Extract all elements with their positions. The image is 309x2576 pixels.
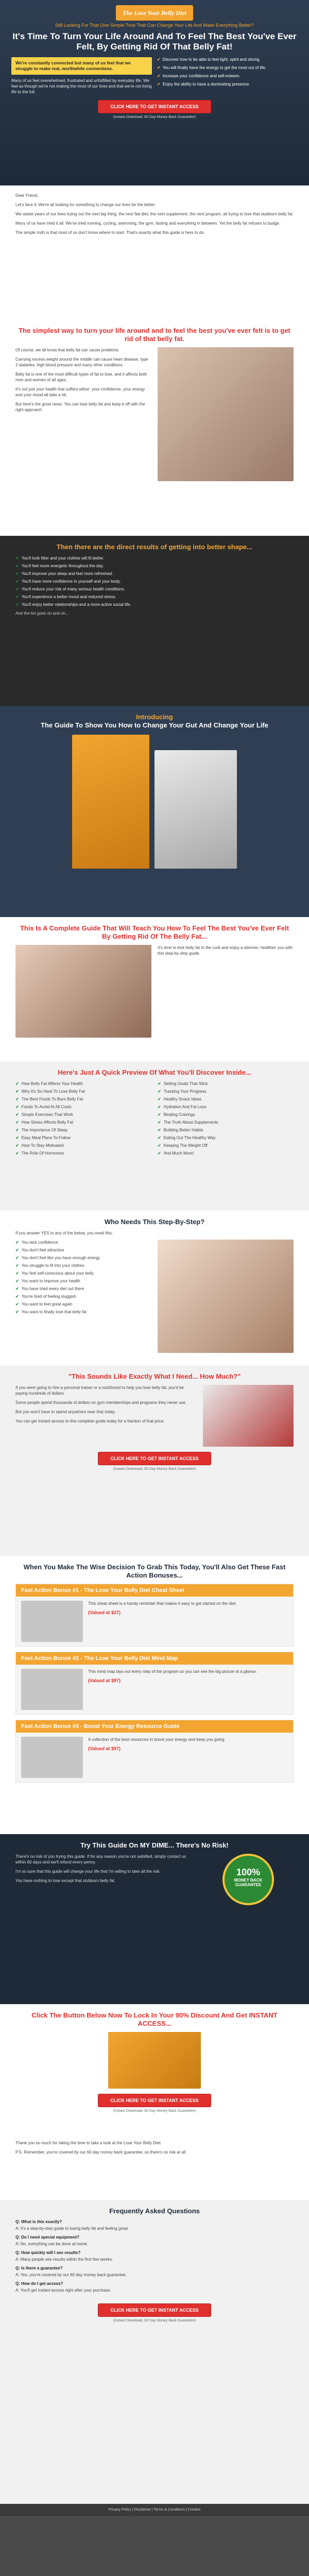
- preview-item: ✔ The Role Of Hormones: [15, 1151, 64, 1156]
- who-item: ✔ You lack confidence: [15, 1240, 58, 1245]
- bonus-body: A collection of the best resources to boost your energy and keep you going.: [88, 1737, 226, 1742]
- who-item: ✔ You struggle to fit into your clothes: [15, 1263, 84, 1268]
- check-icon: ✔: [15, 1294, 19, 1299]
- preview-item: ✔ Eating Out The Healthy Way: [158, 1136, 216, 1140]
- check-icon: ✔: [158, 1136, 161, 1140]
- buy-section: [0, 2004, 309, 2133]
- footer-links[interactable]: Privacy Policy | Disclaimer | Terms & Conditions | Contact: [108, 2508, 201, 2512]
- who-item: ✔ You don't feel like you have enough energy: [15, 1256, 100, 1260]
- check-icon: ✔: [158, 1105, 161, 1109]
- benefits-outro: And the list goes on and on...: [15, 611, 69, 616]
- check-icon: ✔: [157, 57, 161, 62]
- preview-list-right: [158, 1081, 294, 1158]
- benefit-item: ✔ You'll have more confidence in yourself and your body.: [15, 579, 121, 584]
- faq-question: Q: How do I get access?: [15, 2281, 63, 2286]
- simplest-para: Of course, we all know that belly fat can cause problems.: [15, 348, 119, 352]
- greeting: Dear Friend,: [15, 193, 39, 198]
- preview-item: ✔ How To Stay Motivated: [15, 1143, 64, 1148]
- intro-para: The simple truth is that most of us don't know where to start. That's exactly what this guide is here to do.: [15, 230, 205, 235]
- introducing-label: Introducing: [136, 713, 173, 721]
- preview-title: Here's Just A Quick Preview Of What You'll Discover Inside...: [58, 1069, 251, 1076]
- guarantee-badge: 100% MONEY BACK GUARANTEE: [222, 1854, 274, 1905]
- hero-text: Many of us feel overwhelmed, frustrated and unfulfilled by everyday life. We feel as though we're not making the most of our lives and that we're not living life to the full.: [11, 78, 152, 94]
- hero-callout: We're constantly connected but many of us feel that we struggle to make real, worthwhile connections.: [11, 57, 152, 75]
- check-icon: ✔: [15, 1089, 19, 1094]
- check-icon: ✔: [157, 82, 161, 87]
- bonus-card: [15, 1584, 294, 1647]
- preview-item: ✔ Foods To Avoid At All Costs: [15, 1105, 72, 1109]
- faq-answer: A: You'll get instant access right after your purchase.: [15, 2288, 111, 2293]
- check-icon: ✔: [15, 1097, 19, 1101]
- check-icon: ✔: [158, 1120, 161, 1125]
- bonus-card: [15, 1652, 294, 1715]
- bonus-body: This cheat sheet is a handy reminder that makes it easy to get started on the diet.: [88, 1601, 237, 1606]
- simplest-para: Carrying excess weight around the middle can cause heart disease, type 2 diabetes, high blood pressure and many other conditions.: [15, 357, 148, 367]
- product-ebook-image: [154, 750, 237, 869]
- bonus-value: (Valued at $27): [88, 1610, 121, 1615]
- who-item: ✔ You want to finally lose that belly fat: [15, 1310, 87, 1314]
- check-icon: ✔: [158, 1151, 161, 1156]
- intro-para: Let's face it: We're all looking for something to change our lives for the better.: [15, 202, 156, 207]
- check-icon: ✔: [15, 1105, 19, 1109]
- who-lead: If you answer YES to any of the below, you need this:: [15, 1231, 113, 1235]
- simplest-para: But here's the good news: You can lose belly fat and keep it off with the right approach.: [15, 402, 145, 412]
- ps-para: P.S. Remember, you're covered by our 60 day money back guarantee, so there's no risk at all.: [15, 2150, 187, 2155]
- footer: [0, 2504, 309, 2516]
- bonuses-section: [0, 1556, 309, 1834]
- check-icon: ✔: [158, 1143, 161, 1148]
- hero-subtitle: Still Looking For That One Simple Trick That Can Change Your Life And Make Everything Better?: [55, 23, 254, 28]
- hero-check: ✔ You will finally have the energy to get the most out of life.: [157, 65, 266, 70]
- preview-list-left: [15, 1081, 151, 1158]
- check-icon: ✔: [15, 1302, 19, 1307]
- check-icon: ✔: [15, 1112, 19, 1117]
- preview-item: ✔ And Much More!: [158, 1151, 194, 1156]
- check-icon: ✔: [15, 556, 19, 561]
- woman-jeans-photo: [158, 1240, 294, 1353]
- hero-section: [0, 0, 309, 185]
- benefit-item: ✔ You'll look fitter and your clothes will fit better.: [15, 556, 105, 561]
- faq-cta-button[interactable]: CLICK HERE TO GET INSTANT ACCESS: [98, 2303, 211, 2317]
- introducing-title: The Guide To Show You How to Change Your Gut And Change Your Life: [41, 721, 268, 729]
- faq-title: Frequently Asked Questions: [109, 2207, 200, 2215]
- preview-item: ✔ Hydration And Fat Loss: [158, 1105, 207, 1109]
- preview-item: ✔ How Stress Affects Belly Fat: [15, 1120, 74, 1125]
- preview-item: ✔ Why It's So Hard To Lose Belly Fat: [15, 1089, 85, 1094]
- check-icon: ✔: [15, 1248, 19, 1252]
- woman-photo: [158, 347, 294, 481]
- faq-section: [0, 2200, 309, 2504]
- faq-answer: A: Many people see results within the first few weeks.: [15, 2257, 113, 2262]
- check-icon: ✔: [15, 1256, 19, 1260]
- bonus-heading: Fast Action Bonus #2 - The Lose Your Belly Diet Mind Map: [16, 1652, 293, 1665]
- preview-item: ✔ The Importance Of Sleep: [15, 1128, 68, 1132]
- bonus-heading: Fast Action Bonus #3 - Boost Your Energy Resource Guide: [16, 1720, 293, 1733]
- who-section: [0, 1211, 309, 1365]
- who-title: Who Needs This Step-By-Step?: [104, 1218, 205, 1226]
- price-para: You can get instant access to this complete guide today for a fraction of that price.: [15, 1419, 165, 1423]
- shopping-cart-image: [203, 1385, 294, 1447]
- check-icon: ✔: [158, 1089, 161, 1094]
- preview-item: ✔ How Belly Fat Affects Your Health: [15, 1081, 83, 1086]
- who-item: ✔ You don't feel attractive: [15, 1248, 64, 1252]
- who-list: [15, 1240, 151, 1353]
- preview-item: ✔ Keeping The Weight Off: [158, 1143, 208, 1148]
- check-icon: ✔: [15, 1271, 19, 1276]
- price-title: "This Sounds Like Exactly What I Need... How Much?": [68, 1372, 241, 1380]
- check-icon: ✔: [157, 74, 161, 78]
- who-item: ✔ You want to improve your health: [15, 1279, 80, 1283]
- check-icon: ✔: [15, 1120, 19, 1125]
- price-para: Some people spend thousands of dollars on gym memberships and programs they never use.: [15, 1400, 187, 1405]
- bonus-value: (Valued at $97): [88, 1746, 121, 1751]
- preview-item: ✔ Setting Goals That Stick: [158, 1081, 208, 1086]
- simplest-para: Belly fat is one of the most difficult types of fat to lose, and it affects both men and women of all ages.: [15, 372, 147, 382]
- preview-item: ✔ Healthy Snack Ideas: [158, 1097, 202, 1101]
- check-icon: ✔: [15, 564, 19, 568]
- check-icon: ✔: [15, 1279, 19, 1283]
- faq-question: Q: Do I need special equipment?: [15, 2235, 80, 2240]
- risk-para: You have nothing to lose except that stubborn belly fat.: [15, 1878, 116, 1883]
- faq-answer: A: No, everything can be done at home.: [15, 2242, 88, 2246]
- price-cta-note: (Instant Download, 60 Day Money Back Guarantee): [113, 1467, 196, 1471]
- faq-question: Q: What is this exactly?: [15, 2219, 62, 2224]
- preview-item: ✔ The Truth About Supplements: [158, 1120, 218, 1125]
- bonus-card: [15, 1720, 294, 1783]
- who-item: ✔ You feel self-conscious about your belly: [15, 1271, 94, 1276]
- check-icon: ✔: [15, 595, 19, 599]
- simplest-section: [0, 319, 309, 536]
- bonus-image: [21, 1601, 83, 1642]
- bonus-image: [21, 1737, 83, 1778]
- benefits-title: Then there are the direct results of getting into better shape...: [57, 543, 252, 551]
- buy-title: Click The Button Below Now To Lock In Your 90% Discount And Get INSTANT ACCESS...: [31, 2011, 278, 2027]
- ps-section: [0, 2133, 309, 2200]
- introducing-section: [0, 706, 309, 917]
- preview-item: ✔ Tracking Your Progress: [158, 1089, 207, 1094]
- check-icon: ✔: [15, 1286, 19, 1291]
- who-item: ✔ You're tired of feeling sluggish: [15, 1294, 76, 1299]
- check-icon: ✔: [158, 1097, 161, 1101]
- benefit-item: ✔ You'll improve your sleep and feel more refreshed.: [15, 571, 113, 576]
- complete-title: This Is A Complete Guide That Will Teach You How To Feel The Best You've Ever Felt By Getting Rid Of The Belly Fat...: [20, 924, 289, 940]
- preview-item: ✔ Easy Meal Plans To Follow: [15, 1136, 71, 1140]
- faq-question: Q: Is there a guarantee?: [15, 2266, 63, 2270]
- preview-item: ✔ The Best Foods To Burn Belly Fat: [15, 1097, 83, 1101]
- hero-heading: It's Time To Turn Your Life Around And To Feel The Best You've Ever Felt, By Getting Rid Of That Belly Fat!: [12, 31, 297, 52]
- buy-cta-note: (Instant Download, 60 Day Money Back Guarantee): [113, 2109, 196, 2113]
- bonus-value: (Valued at $97): [88, 1678, 121, 1683]
- bonus-heading: Fast Action Bonus #1 - The Lose Your Belly Diet Cheat Sheet: [16, 1584, 293, 1597]
- benefit-item: ✔ You'll experience a better mood and reduced stress.: [15, 595, 116, 599]
- benefits-section: [0, 536, 309, 706]
- risk-title: Try This Guide On MY DIME... There's No Risk!: [80, 1841, 229, 1849]
- check-icon: ✔: [15, 571, 19, 576]
- benefit-item: ✔ You'll feel more energetic throughout the day.: [15, 564, 104, 568]
- price-para: But you won't have to spend anywhere near that today.: [15, 1410, 116, 1414]
- check-icon: ✔: [15, 602, 19, 607]
- check-icon: ✔: [158, 1112, 161, 1117]
- preview-item: ✔ Building Better Habits: [158, 1128, 203, 1132]
- faq-answer: A: Yes, you're covered by our 60 day money back guarantee.: [15, 2273, 127, 2277]
- simplest-title: The simplest way to turn your life around and to feel the best you've ever felt is to get rid of that belly fat.: [19, 327, 290, 343]
- risk-para: There's no risk of you trying this guide. If for any reason you're not satisfied, simply contact us within 60 days and we'll refund every penny.: [15, 1854, 186, 1865]
- check-icon: ✔: [15, 1081, 19, 1086]
- product-box-image: [72, 735, 149, 869]
- risk-para: I'm so sure that this guide will change your life that I'm willing to take all the risk.: [15, 1869, 161, 1874]
- ps-para: Thank you so much for taking the time to take a look at the Lose Your Belly Diet.: [15, 2141, 162, 2145]
- simplest-para: It's not just your health that suffers either: your confidence, your energy and your mood all take a hit.: [15, 387, 145, 397]
- hero-check: ✔ Enjoy the ability to have a dominating presence.: [157, 82, 250, 87]
- hero-cta-button[interactable]: CLICK HERE TO GET INSTANT ACCESS: [98, 100, 211, 113]
- check-icon: ✔: [15, 579, 19, 584]
- check-icon: ✔: [158, 1081, 161, 1086]
- preview-item: ✔ Beating Cravings: [158, 1112, 195, 1117]
- bonus-body: This mind map lays out every step of the program so you can see the big picture at a glance.: [88, 1669, 257, 1674]
- check-icon: ✔: [15, 587, 19, 591]
- price-cta-button[interactable]: CLICK HERE TO GET INSTANT ACCESS: [98, 1452, 211, 1465]
- check-icon: ✔: [158, 1128, 161, 1132]
- check-icon: ✔: [15, 1240, 19, 1245]
- risk-section: [0, 1834, 309, 2004]
- hero-check: ✔ Increase your confidence and self-esteem.: [157, 74, 241, 78]
- benefit-item: ✔ You'll enjoy better relationships and a more active social life.: [15, 602, 131, 607]
- logo: The Lose Your Belly Diet: [116, 5, 193, 21]
- faq-question: Q: How quickly will I see results?: [15, 2250, 81, 2255]
- price-section: [0, 1365, 309, 1556]
- complete-section: [0, 917, 309, 1061]
- faq-cta-note: (Instant Download, 60 Day Money Back Guarantee): [113, 2319, 196, 2323]
- check-icon: ✔: [15, 1136, 19, 1140]
- check-icon: ✔: [15, 1143, 19, 1148]
- product-bundle-image: [108, 2032, 201, 2089]
- bonus-image: [21, 1669, 83, 1710]
- hero-check: ✔ Discover how to be able to feel light, spirit and strong.: [157, 57, 261, 62]
- benefit-item: ✔ You'll reduce your risk of many serious health conditions.: [15, 587, 125, 591]
- measuring-photo: [15, 945, 151, 1038]
- buy-cta-button[interactable]: CLICK HERE TO GET INSTANT ACCESS: [98, 2094, 211, 2107]
- check-icon: ✔: [15, 1151, 19, 1156]
- preview-section: [0, 1061, 309, 1211]
- intro-section: [0, 185, 309, 319]
- hero-cta-note: (Instant Download, 60 Day Money Back Guarantee): [113, 115, 196, 119]
- preview-item: ✔ Simple Exercises That Work: [15, 1112, 73, 1117]
- intro-para: We waste years of our lives trying out the next big thing, the next fad diet, the next supplement, the next program, all trying to lose that stubborn belly fat.: [15, 212, 294, 216]
- bonuses-title: When You Make The Wise Decision To Grab This Today, You'll Also Get These Fast Action Bonuses...: [23, 1563, 286, 1579]
- price-para: If you were going to hire a personal trainer or a nutritionist to help you lose belly fat, you'd be paying hundreds of dollars.: [15, 1385, 184, 1396]
- check-icon: ✔: [157, 65, 161, 70]
- who-item: ✔ You want to feel great again: [15, 1302, 73, 1307]
- complete-body: It's time to kick belly fat to the curb and enjoy a slimmer, healthier you with this step-by-step guide.: [158, 945, 293, 956]
- faq-answer: A: It's a step-by-step guide to losing belly fat and feeling great.: [15, 2226, 129, 2231]
- intro-para: Many of us have tried it all. We've tried running, cycling, swimming, the gym, fasting and everything in between. Yet the belly fat refuses to budge.: [15, 221, 281, 226]
- check-icon: ✔: [15, 1310, 19, 1314]
- who-item: ✔ You have tried every diet out there: [15, 1286, 84, 1291]
- check-icon: ✔: [15, 1128, 19, 1132]
- check-icon: ✔: [15, 1263, 19, 1268]
